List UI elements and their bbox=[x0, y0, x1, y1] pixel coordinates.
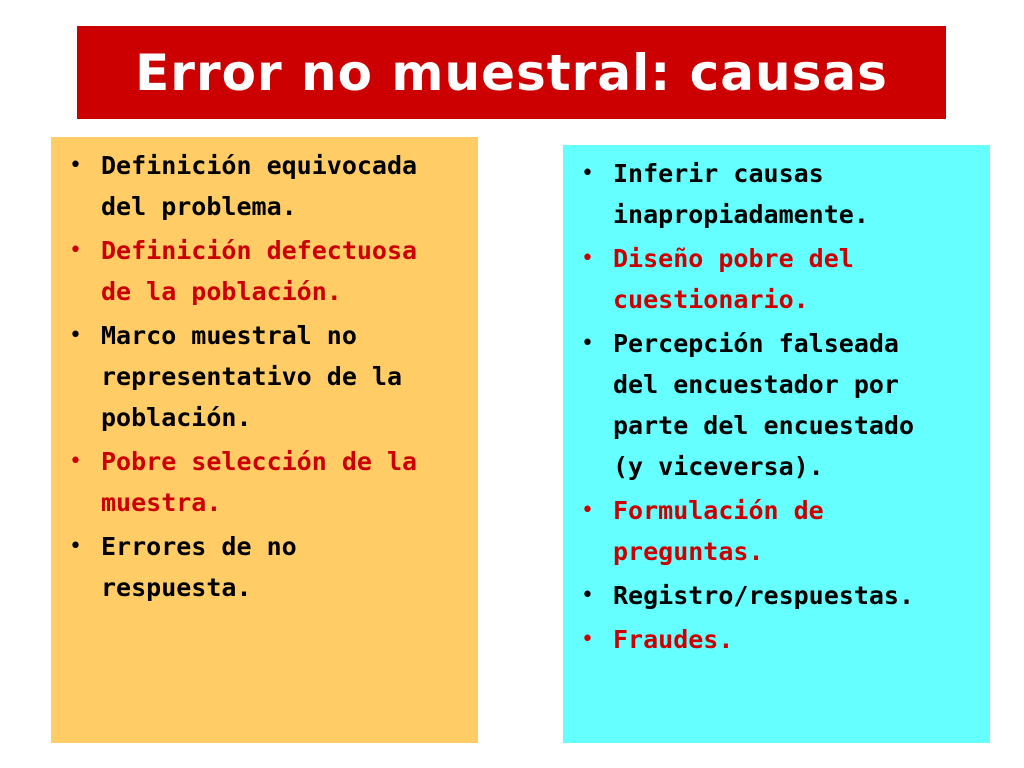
bullet-line: parte del encuestado bbox=[613, 411, 915, 440]
bullet-line: población. bbox=[101, 403, 252, 432]
bullet-line: Marco muestral no bbox=[101, 321, 357, 350]
bullet-item bbox=[575, 619, 976, 660]
bullet-line: representativo de la bbox=[101, 362, 403, 391]
title-banner bbox=[77, 26, 946, 119]
bullet-line: Errores de no bbox=[101, 532, 297, 561]
bullet-icon: • bbox=[581, 627, 594, 652]
bullet-item bbox=[63, 315, 464, 438]
bullet-line: cuestionario. bbox=[613, 285, 809, 314]
bullet-icon: • bbox=[69, 534, 82, 559]
bullet-item bbox=[575, 238, 976, 320]
bullet-item bbox=[63, 526, 464, 608]
bullet-line: del problema. bbox=[101, 192, 297, 221]
bullet-line: Formulación de bbox=[613, 496, 824, 525]
bullet-line: inapropiadamente. bbox=[613, 200, 869, 229]
bullet-line: Diseño pobre del bbox=[613, 244, 854, 273]
bullet-icon: • bbox=[69, 449, 82, 474]
bullet-line: de la población. bbox=[101, 277, 342, 306]
bullet-icon: • bbox=[69, 238, 82, 263]
bullet-line: Pobre selección de la bbox=[101, 447, 418, 476]
bullet-item bbox=[63, 441, 464, 523]
bullet-line: (y viceversa). bbox=[613, 452, 824, 481]
bullet-icon: • bbox=[581, 498, 594, 523]
bullet-item bbox=[575, 575, 976, 616]
bullet-line: Registro/respuestas. bbox=[613, 581, 915, 610]
bullet-line: Definición equivocada bbox=[101, 151, 418, 180]
bullet-icon: • bbox=[581, 583, 594, 608]
bullet-icon: • bbox=[69, 323, 82, 348]
right-causes-list bbox=[575, 153, 976, 660]
bullet-line: respuesta. bbox=[101, 573, 252, 602]
bullet-item bbox=[575, 490, 976, 572]
bullet-line: Percepción falseada bbox=[613, 329, 899, 358]
left-causes-list bbox=[63, 145, 464, 608]
bullet-icon: • bbox=[581, 246, 594, 271]
slide-title: Error no muestral: causas bbox=[135, 43, 888, 102]
bullet-line: preguntas. bbox=[613, 537, 764, 566]
bullet-item bbox=[63, 145, 464, 227]
bullet-icon: • bbox=[581, 331, 594, 356]
bullet-item bbox=[575, 323, 976, 487]
bullet-item bbox=[575, 153, 976, 235]
bullet-line: Definición defectuosa bbox=[101, 236, 418, 265]
bullet-line: muestra. bbox=[101, 488, 222, 517]
bullet-line: Fraudes. bbox=[613, 625, 734, 654]
bullet-item bbox=[63, 230, 464, 312]
bullet-line: del encuestador por bbox=[613, 370, 899, 399]
left-causes-panel bbox=[51, 137, 478, 743]
right-causes-panel bbox=[563, 145, 990, 743]
bullet-icon: • bbox=[581, 161, 594, 186]
bullet-icon: • bbox=[69, 153, 82, 178]
bullet-line: Inferir causas bbox=[613, 159, 824, 188]
